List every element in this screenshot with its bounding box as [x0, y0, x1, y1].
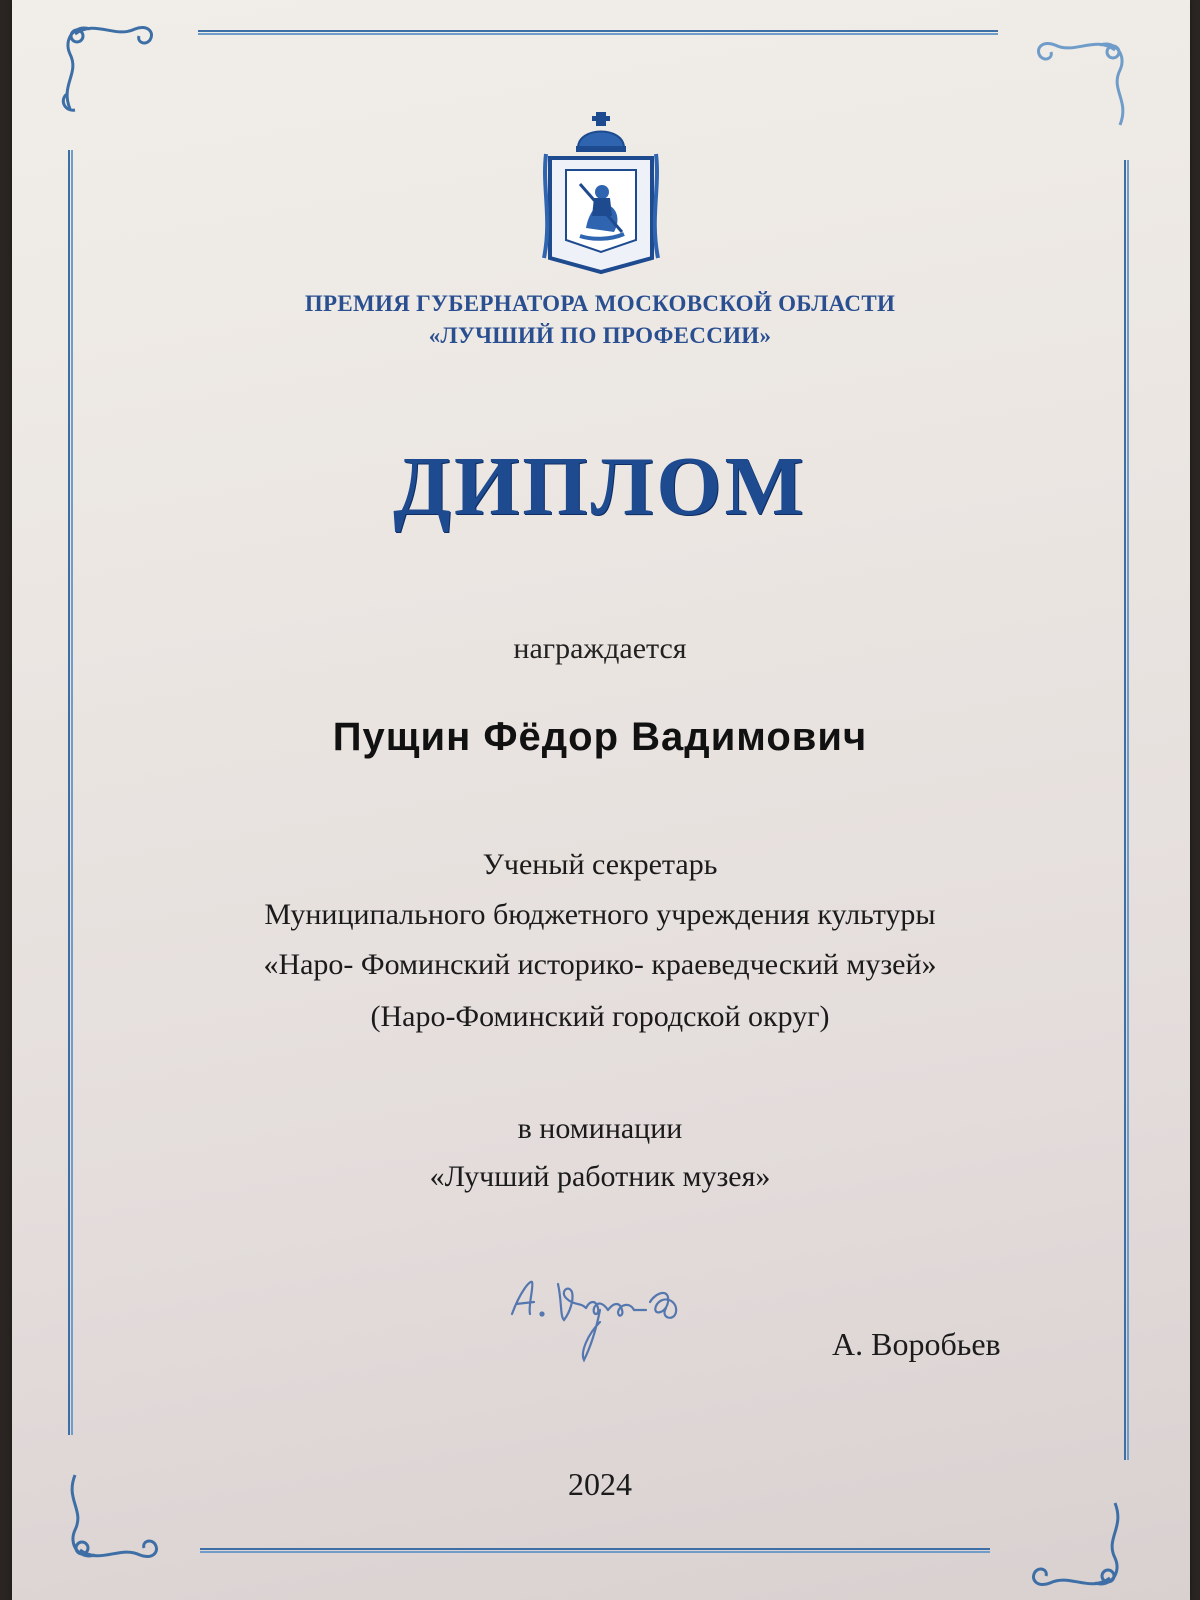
- recipient-position: [0, 840, 1200, 990]
- awarded-text: награждается: [513, 632, 687, 665]
- frame-rule-bottom: [200, 1548, 990, 1550]
- award-title-line1: ПРЕМИЯ ГУБЕРНАТОРА МОСКОВСКОЙ ОБЛАСТИ: [304, 291, 896, 316]
- frame-rule-right: [1124, 160, 1126, 1460]
- recipient-name: Пущин Фёдор Вадимович: [332, 715, 868, 759]
- corner-flourish-icon: [1020, 1488, 1130, 1598]
- position-line3: «Наро- Фоминский историко- краеведческий музей»: [263, 948, 937, 981]
- corner-flourish-icon: [1025, 30, 1135, 140]
- corner-flourish-icon: [55, 14, 165, 124]
- position-line1: Ученый секретарь: [482, 848, 718, 881]
- moscow-oblast-coat-of-arms-icon: [540, 108, 662, 276]
- nomination-label: в номинации: [517, 1112, 683, 1145]
- district-text: (Наро-Фоминский городской округ): [370, 1000, 830, 1033]
- year-text: 2024: [568, 1466, 632, 1502]
- signatory-name: А. Воробьев: [832, 1326, 1001, 1362]
- nomination-name: «Лучший работник музея»: [429, 1160, 771, 1193]
- document-type-heading: ДИПЛОМ: [393, 440, 807, 533]
- award-title: [0, 288, 1200, 352]
- nomination-block: [0, 1105, 1200, 1201]
- handwritten-signature: [500, 1272, 730, 1372]
- award-title-line2: «ЛУЧШИЙ ПО ПРОФЕССИИ»: [428, 323, 772, 348]
- frame-rule-top: [198, 30, 998, 32]
- position-line2: Муниципального бюджетного учреждения культуры: [264, 898, 936, 931]
